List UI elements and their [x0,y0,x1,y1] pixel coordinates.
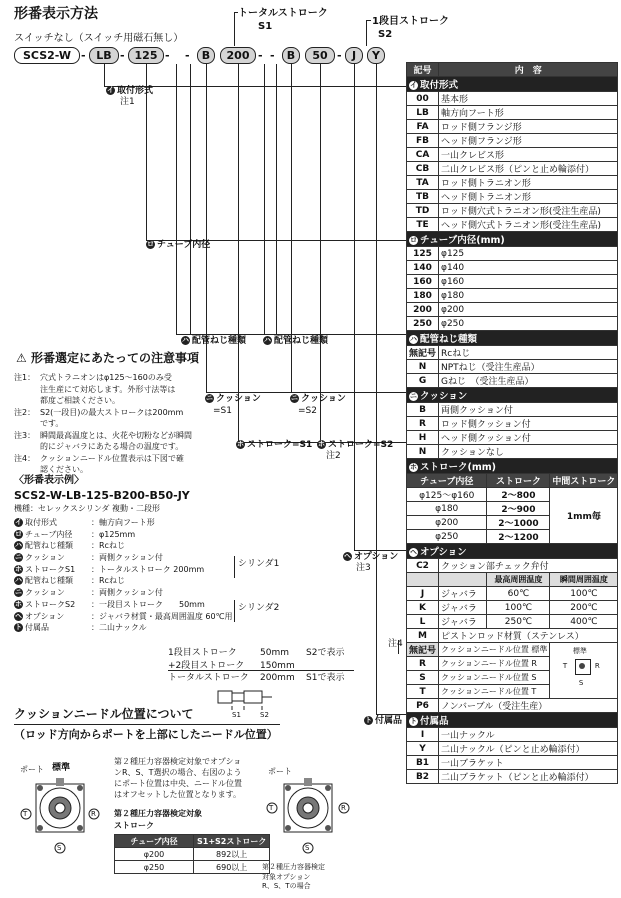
badge-i: イ [107,86,114,94]
table-row: 160 φ160 [407,275,618,289]
callout-stroke2: ホ ストローク=S2 [318,440,394,450]
total-stroke-s1: S1 [258,21,273,32]
badge-ni-2: ニ [291,394,298,402]
table-row: 125 φ125 [407,247,618,261]
table-row: K ジャバラ 100℃ 200℃ [407,601,618,615]
table-row: G Gねじ （受注生産品） [407,374,618,388]
needle-std-S: S [57,844,62,852]
needle-title: クッションニードル位置について [14,707,194,721]
needle-port-label-2: ポート [268,767,292,776]
section-cushion: ニ クッション [407,388,618,403]
first-stroke-label: 1段目ストローク [372,16,449,27]
table-row: 180 φ180 [407,289,618,303]
sketch-s1: S1 [232,711,241,719]
table-row: T クッションニードル位置 T [407,685,618,699]
vessel-table-title2: ストローク [114,821,154,830]
subtitle: スイッチなし（スイッチ用磁石無し） [14,33,184,44]
example-row: ホ ストロークS1 ：トータルストローク 200mm [15,564,205,574]
note1-ref: 注1 [120,97,135,107]
example-row: ニ クッション ：両側クッション付 [15,588,163,598]
callout-port1: ハ 配管ねじ種類 [182,336,247,346]
table-row: 無記号 クッションニードル位置 標準 標準 T R S [407,643,618,657]
precaution-title: ⚠ 形番選定にあたっての注意事項 [16,351,199,365]
sketch-s2: S2 [260,711,269,719]
page-title: 形番表示方法 [14,6,98,22]
badge-ni: ニ [206,394,213,402]
table-row: FB ヘッド側フランジ形 [407,134,618,148]
callout-mounting: イ 取付形式 [107,86,154,96]
cylinder2-label: シリンダ2 [238,603,280,613]
vessel-head-bore: チューブ内径 [115,835,194,848]
table-row: φ250 2～1200 [407,530,618,544]
example-model: SCS2-W-LB-125-B200-B50-JY [14,489,190,502]
example-row: ヘ オプション ：ジャバラ材質・最高周囲温度 60℃用 [15,611,233,621]
table-row: CB 二山クレビス形（ピンと止め輪添付） [407,162,618,176]
badge-to: ト [365,716,372,724]
table-row: CA 一山クレビス形 [407,148,618,162]
table-row: S クッションニードル位置 S [407,671,618,685]
needle-description [114,756,264,800]
example-row: ト 付属品 ：二山ナックル [15,623,147,633]
callout-accessory: ト 付属品 [365,716,403,726]
precaution-note-line: 都度ご相談ください。 [40,396,120,405]
stroke-calc [168,645,358,683]
table-row: J ジャバラ 60℃ 100℃ [407,587,618,601]
callout-cushion1: ニ クッション [206,394,261,404]
stroke-calc-row: トータルストローク 200mm S1で表示 [168,673,345,683]
needle-opt-S: S [305,844,310,852]
section-stroke: ホ ストローク(mm) [407,459,618,474]
table-row: φ200 2～1000 [407,516,618,530]
badge-ha: ハ [182,336,189,344]
needle-desc-line: ンR、S、T選択の場合、右図のよう [114,768,242,777]
section-option: ヘ オプション [407,544,618,559]
code-mounting: LB [89,47,119,64]
precaution-note-line: 注3： 瞬間最高温度とは、火花や切粉などが瞬間 [14,430,192,440]
example-row: ホ ストロークS2 ：一段目ストローク 50mm [15,599,205,609]
table-row: R クッションニードル位置 R [407,657,618,671]
table-row: φ125～φ160 2～800 1mm毎 [407,488,618,502]
code-accessory: Y [367,47,385,64]
total-stroke-label: トータルストローク [238,8,328,19]
badge-ho-2: ホ [318,440,325,448]
needle-opt-T: T [269,804,274,812]
table-row: B1 一山ブラケット [407,756,618,770]
code-option: J [345,47,363,64]
section-port: ハ 配管ねじ種類 [407,331,618,346]
table-row: φ250 690以上 [115,861,270,874]
table-row: I 一山ナックル [407,728,618,742]
cylinder-sketch [210,688,280,718]
code-bore: 125 [128,47,164,64]
note2-ref: 注2 [326,451,341,461]
table-row: TE ヘッド側穴式トラニオン形(受注生産品) [407,218,618,232]
table-row: 250 φ250 [407,317,618,331]
table-row: TD ロッド側穴式トラニオン形(受注生産品) [407,204,618,218]
first-stroke-s2: S2 [378,29,393,40]
cushion2-s: =S2 [298,406,317,416]
table-row: L ジャバラ 250℃ 400℃ [407,615,618,629]
table-row: P6 ノンバーブル（受注生産） [407,699,618,713]
badge-ro: ロ [147,240,154,248]
table-row: N クッションなし [407,445,618,459]
precaution-note-line: 認ください。 [40,465,88,474]
note4-ref: 注4 [388,639,403,649]
warning-icon: ⚠ [16,351,27,365]
table-row: C2 クッション部チェック弁付 [407,559,618,573]
table-row: M ピストンロッド材質（ステンレス） [407,629,618,643]
example-title: 〈形番表示例〉 [14,475,84,486]
table-row: TB ヘッド側トラニオン形 [407,190,618,204]
precaution-note-line: 注2： S2(一段目)の最大ストロークは200mm [14,407,184,417]
needle-subtitle: （ロッド方向からポートを上部にしたニードル位置） [14,728,278,741]
needle-note-line: R、S、Tの場合 [262,882,311,890]
example-rows [14,517,264,634]
precaution-note-line: 的にジャバラにあたる場合の温度です。 [40,442,184,451]
table-row: B2 二山ブラケット（ピンと止め輪添付） [407,770,618,784]
precaution-note-line: 注4： クッションニードル位置表示は下図で確 [14,453,184,463]
table-row: N NPTねじ（受注生産品） [407,360,618,374]
section-bore: ロ チューブ内径(mm) [407,232,618,247]
table-row: FA ロッド側フランジ形 [407,120,618,134]
vessel-table-title1: 第２種圧力容器検定対象 [114,809,202,818]
badge-ho: ホ [237,440,244,448]
precaution-notes [14,372,224,476]
needle-option-note [262,862,362,891]
example-row: ハ 配管ねじ種類 ：Rcねじ [15,576,125,586]
section-mounting: イ 取付形式 [407,77,618,92]
example-kind: 機種：セレックスシリンダ 複動・二段形 [14,504,161,513]
needle-desc-line: にポート位置は中央、ニードル位置 [114,779,242,788]
needle-note-line: 第２種圧力容器検定 [262,863,325,871]
table-row: TA ロッド側トラニオン形 [407,176,618,190]
callout-stroke1: ホ ストローク=S1 [237,440,313,450]
stroke-calc-row: +2段目ストローク 150mm [168,660,295,671]
needle-port-label: ポート [20,765,44,774]
vessel-stroke-table [114,834,270,874]
needle-std-T: T [23,810,28,818]
callout-port2: ハ 配管ねじ種類 [264,336,329,346]
callout-bore: ロ チューブ内径 [147,240,211,250]
needle-desc-line: 第２種圧力容器検定対象でオプショ [114,757,242,766]
table-row: 140 φ140 [407,261,618,275]
section-accessory: ト 付属品 [407,713,618,728]
cylinder1-label: シリンダ1 [238,559,280,569]
code-series: SCS2-W [14,47,80,64]
callout-option: ヘ オプション [344,552,399,562]
needle-diagram-standard [14,774,110,866]
needle-std-label: 標準 [52,763,71,773]
code-stroke1: 200 [220,47,256,64]
code-cushion2: B [282,47,300,64]
badge-ha-2: ハ [264,336,271,344]
table-row: R ロッド側クッション付 [407,417,618,431]
stroke-header: チューブ内径 ストローク 中間ストローク [407,474,618,488]
needle-std-R: R [91,810,96,818]
table-row: Y 二山ナックル（ピンと止め輪添付） [407,742,618,756]
table-row: H ヘッド側クッション付 [407,431,618,445]
table-row: 200 φ200 [407,303,618,317]
stroke-calc-row: 1段目ストローク 50mm S2で表示 [168,648,345,658]
example-row: イ 取付形式 ：軸方向フート形 [15,518,155,527]
cushion1-s: =S1 [213,406,232,416]
precaution-note-line: 注生産にて対応します。外形寸法等は [40,384,176,394]
table-row: B 両側クッション付 [407,403,618,417]
vessel-head-stroke: S1+S2ストローク [194,835,270,848]
example-row: ロ チューブ内径 ：φ125mm [15,529,136,539]
table-row: LB 軸方向フート形 [407,106,618,120]
precaution-note-line: 注1： 穴式トラニオンはφ125～160のみ受 [14,373,172,382]
needle-desc-line: はオフセットした位置となります。 [114,790,242,799]
example-row: ハ 配管ねじ種類 ：Rcねじ [15,541,125,551]
code-table-header: 記号 内 容 [407,63,618,77]
note3-ref: 注3 [356,563,371,573]
table-row: φ200 892以上 [115,848,270,861]
needle-opt-R: R [341,804,346,812]
option-subheader: 最高周囲温度 瞬間周囲温度 [407,573,618,587]
callout-cushion2: ニ クッション [291,394,346,404]
badge-he: ヘ [344,552,351,560]
precaution-note-line: です。 [40,419,64,428]
code-table [406,62,618,784]
example-row: ニ クッション ：両側クッション付 [15,553,163,563]
code-stroke2: 50 [305,47,335,64]
table-row: 00 基本形 [407,92,618,106]
table-row: φ180 2～900 [407,502,618,516]
code-cushion1: B [197,47,215,64]
needle-note-line: 対象オプション [262,872,311,881]
table-row: 無記号 Rcねじ [407,346,618,360]
